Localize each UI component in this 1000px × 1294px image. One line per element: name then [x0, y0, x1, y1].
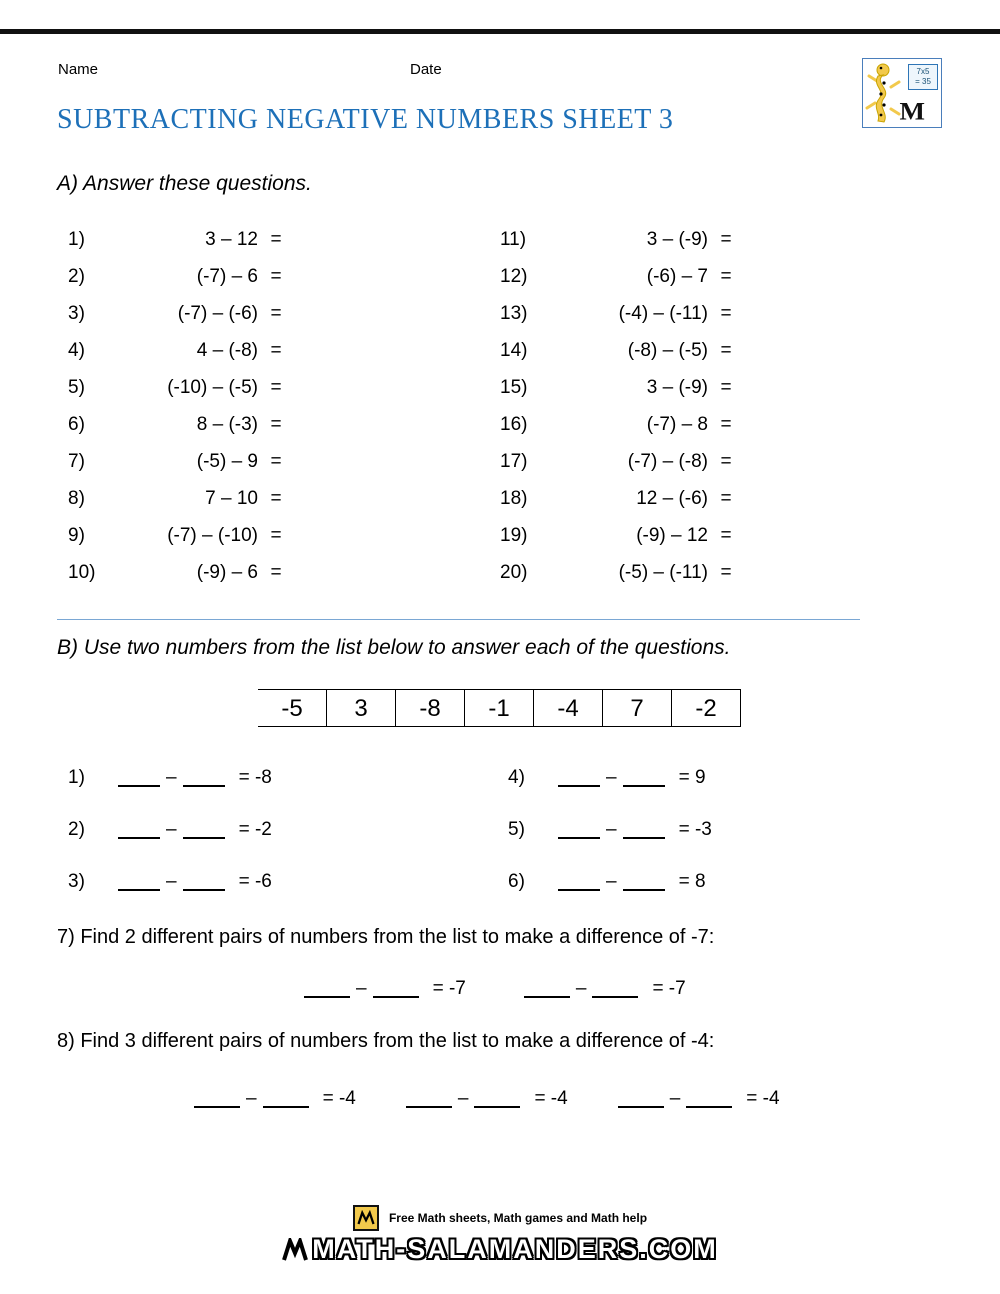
- section-b-heading: B) Use two numbers from the list below to answer each of the questions.: [57, 636, 731, 659]
- problem-row: [500, 221, 744, 258]
- answer-blank: [183, 785, 225, 787]
- question-7-text: 7) Find 2 different pairs of numbers from the list to make a difference of -7:: [57, 926, 715, 948]
- problem-row: [68, 295, 294, 332]
- problem-expression: (-7) – 6: [196, 266, 258, 287]
- fill-in-row: [508, 856, 712, 908]
- target-value: = -4: [322, 1088, 356, 1109]
- answer-blank: [194, 1106, 240, 1108]
- chalkboard-line2: = 35: [915, 77, 931, 86]
- answer-blank: [118, 785, 160, 787]
- number-cell: -1: [465, 689, 534, 727]
- problem-row: [68, 406, 294, 443]
- target-value: = 8: [678, 871, 706, 892]
- problem-expression: (-6) – 7: [646, 266, 708, 287]
- equals-sign: =: [720, 303, 732, 324]
- problem-expression: (-7) – (-10): [167, 525, 258, 546]
- equals-sign: =: [720, 451, 732, 472]
- problem-number: 13): [500, 303, 528, 324]
- section-a-column-1: [68, 221, 294, 591]
- problem-expression: 3 – (-9): [646, 377, 708, 398]
- problem-number: 14): [500, 340, 528, 361]
- equals-sign: =: [720, 340, 732, 361]
- problem-row: [68, 258, 294, 295]
- salamander-badge-icon: [353, 1205, 379, 1231]
- target-value: = -2: [238, 819, 272, 840]
- equals-sign: =: [270, 562, 282, 583]
- answer-blank: [618, 1106, 664, 1108]
- problem-row: [500, 295, 744, 332]
- problem-row: [500, 517, 744, 554]
- answer-blank: [474, 1106, 520, 1108]
- target-value: = -7: [432, 978, 466, 999]
- answer-pair: [298, 963, 466, 1015]
- equals-sign: =: [270, 414, 282, 435]
- answer-pair: [188, 1073, 356, 1125]
- problem-expression: (-5) – (-11): [618, 562, 708, 583]
- problem-number: 1): [68, 229, 85, 250]
- problem-number: 10): [68, 562, 96, 583]
- section-b-column-2: [508, 752, 712, 908]
- answer-blank: [183, 889, 225, 891]
- problem-expression: 8 – (-3): [196, 414, 258, 435]
- number-cell: -8: [396, 689, 465, 727]
- problem-row: [68, 221, 294, 258]
- target-value: = -4: [534, 1088, 568, 1109]
- equals-sign: =: [720, 229, 732, 250]
- number-cell: 7: [603, 689, 672, 727]
- top-divider-bar: [0, 29, 1000, 34]
- problem-row: [68, 443, 294, 480]
- problem-expression: 12 – (-6): [636, 488, 708, 509]
- problem-row: [68, 332, 294, 369]
- problem-row: [500, 258, 744, 295]
- answer-blank: [558, 889, 600, 891]
- problem-number: 3): [68, 303, 85, 324]
- target-value: = -8: [238, 767, 272, 788]
- answer-blank: [406, 1106, 452, 1108]
- answer-blank: [623, 837, 665, 839]
- problem-row: [500, 443, 744, 480]
- equals-sign: =: [720, 414, 732, 435]
- problem-row: [68, 480, 294, 517]
- problem-expression: (-4) – (-11): [618, 303, 708, 324]
- footer-site-name: MATH-SALAMANDERS.COM: [312, 1234, 718, 1264]
- minus-sign: –: [457, 1088, 469, 1109]
- salamander-m-icon: [282, 1238, 308, 1262]
- answer-blank: [304, 996, 350, 998]
- equals-sign: =: [720, 377, 732, 398]
- problem-number: 1): [68, 767, 85, 788]
- problem-row: [68, 554, 294, 591]
- problem-number: 5): [508, 819, 525, 840]
- footer-site-row: [0, 1234, 1000, 1265]
- minus-sign: –: [669, 1088, 681, 1109]
- problem-number: 16): [500, 414, 528, 435]
- number-cell: -2: [672, 689, 741, 727]
- chalkboard-icon: [908, 64, 938, 90]
- fill-in-row: [68, 856, 272, 908]
- problem-number: 20): [500, 562, 528, 583]
- question-7-answer-row: [298, 963, 686, 1015]
- problem-expression: (-10) – (-5): [167, 377, 258, 398]
- equals-sign: =: [270, 377, 282, 398]
- problem-expression: (-7) – (-8): [627, 451, 708, 472]
- equals-sign: =: [720, 266, 732, 287]
- answer-blank: [118, 837, 160, 839]
- question-8-text: 8) Find 3 different pairs of numbers from the list to make a difference of -4:: [57, 1030, 715, 1052]
- problem-row: [500, 332, 744, 369]
- minus-sign: –: [606, 767, 617, 788]
- equals-sign: =: [720, 525, 732, 546]
- name-label: Name: [58, 61, 99, 78]
- answer-blank: [592, 996, 638, 998]
- problem-number: 7): [68, 451, 85, 472]
- footer-tagline: Free Math sheets, Math games and Math help: [388, 1211, 648, 1225]
- answer-blank: [558, 837, 600, 839]
- problem-row: [500, 480, 744, 517]
- problem-row: [500, 369, 744, 406]
- problem-number: 17): [500, 451, 528, 472]
- minus-sign: –: [166, 767, 177, 788]
- answer-pair: [400, 1073, 568, 1125]
- problem-expression: (-7) – (-6): [177, 303, 258, 324]
- target-value: = 9: [678, 767, 706, 788]
- problem-expression: (-8) – (-5): [627, 340, 708, 361]
- equals-sign: =: [270, 451, 282, 472]
- problem-number: 9): [68, 525, 85, 546]
- problem-number: 11): [500, 229, 527, 250]
- problem-number: 6): [68, 414, 85, 435]
- problem-expression: (-9) – 12: [636, 525, 708, 546]
- problem-number: 15): [500, 377, 528, 398]
- problem-number: 2): [68, 819, 85, 840]
- minus-sign: –: [166, 819, 177, 840]
- equals-sign: =: [720, 562, 732, 583]
- answer-blank: [623, 889, 665, 891]
- fill-in-row: [68, 752, 272, 804]
- answer-blank: [118, 889, 160, 891]
- math-salamanders-logo: [862, 58, 942, 128]
- number-cell: -5: [258, 689, 327, 727]
- minus-sign: –: [606, 871, 617, 892]
- target-value: = -3: [678, 819, 712, 840]
- minus-sign: –: [356, 978, 367, 999]
- problem-number: 6): [508, 871, 525, 892]
- answer-pair: [612, 1073, 780, 1125]
- problem-number: 3): [68, 871, 85, 892]
- answer-blank: [524, 996, 570, 998]
- problem-expression: 3 – 12: [205, 229, 258, 250]
- answer-blank: [558, 785, 600, 787]
- problem-number: 4): [508, 767, 525, 788]
- question-8-answer-row: [188, 1073, 780, 1125]
- answer-pair: [518, 963, 686, 1015]
- equals-sign: =: [270, 266, 282, 287]
- section-a-heading: A) Answer these questions.: [57, 172, 312, 195]
- problem-expression: 4 – (-8): [196, 340, 258, 361]
- problem-number: 2): [68, 266, 85, 287]
- number-cell: -4: [534, 689, 603, 727]
- equals-sign: =: [720, 488, 732, 509]
- fill-in-row: [508, 752, 712, 804]
- minus-sign: –: [606, 819, 617, 840]
- problem-number: 4): [68, 340, 85, 361]
- logo-m-letter: M: [899, 97, 925, 125]
- equals-sign: =: [270, 525, 282, 546]
- date-label: Date: [410, 61, 442, 78]
- section-divider: [57, 619, 860, 620]
- problem-number: 8): [68, 488, 85, 509]
- equals-sign: =: [270, 488, 282, 509]
- problem-number: 18): [500, 488, 528, 509]
- problem-row: [68, 369, 294, 406]
- problem-expression: (-7) – 8: [646, 414, 708, 435]
- answer-blank: [686, 1106, 732, 1108]
- problem-number: 12): [500, 266, 528, 287]
- problem-row: [500, 554, 744, 591]
- answer-blank: [183, 837, 225, 839]
- answer-blank: [623, 785, 665, 787]
- target-value: = -6: [238, 871, 272, 892]
- section-b-column-1: [68, 752, 272, 908]
- equals-sign: =: [270, 303, 282, 324]
- page-title: SUBTRACTING NEGATIVE NUMBERS SHEET 3: [57, 104, 674, 135]
- number-cell: 3: [327, 689, 396, 727]
- problem-row: [500, 406, 744, 443]
- section-a-column-2: [500, 221, 744, 591]
- number-list: [258, 689, 741, 727]
- problem-number: 19): [500, 525, 528, 546]
- problem-expression: 3 – (-9): [646, 229, 708, 250]
- minus-sign: –: [166, 871, 177, 892]
- answer-blank: [373, 996, 419, 998]
- fill-in-row: [508, 804, 712, 856]
- problem-expression: (-5) – 9: [196, 451, 258, 472]
- target-value: = -4: [746, 1088, 780, 1109]
- problem-row: [68, 517, 294, 554]
- equals-sign: =: [270, 340, 282, 361]
- minus-sign: –: [575, 978, 587, 999]
- problem-number: 5): [68, 377, 85, 398]
- target-value: = -7: [652, 978, 686, 999]
- minus-sign: –: [246, 1088, 257, 1109]
- footer-tagline-row: [0, 1205, 1000, 1231]
- problem-expression: 7 – 10: [205, 488, 258, 509]
- fill-in-row: [68, 804, 272, 856]
- problem-expression: (-9) – 6: [196, 562, 258, 583]
- equals-sign: =: [270, 229, 282, 250]
- answer-blank: [263, 1106, 309, 1108]
- chalkboard-line1: 7x5: [916, 67, 930, 76]
